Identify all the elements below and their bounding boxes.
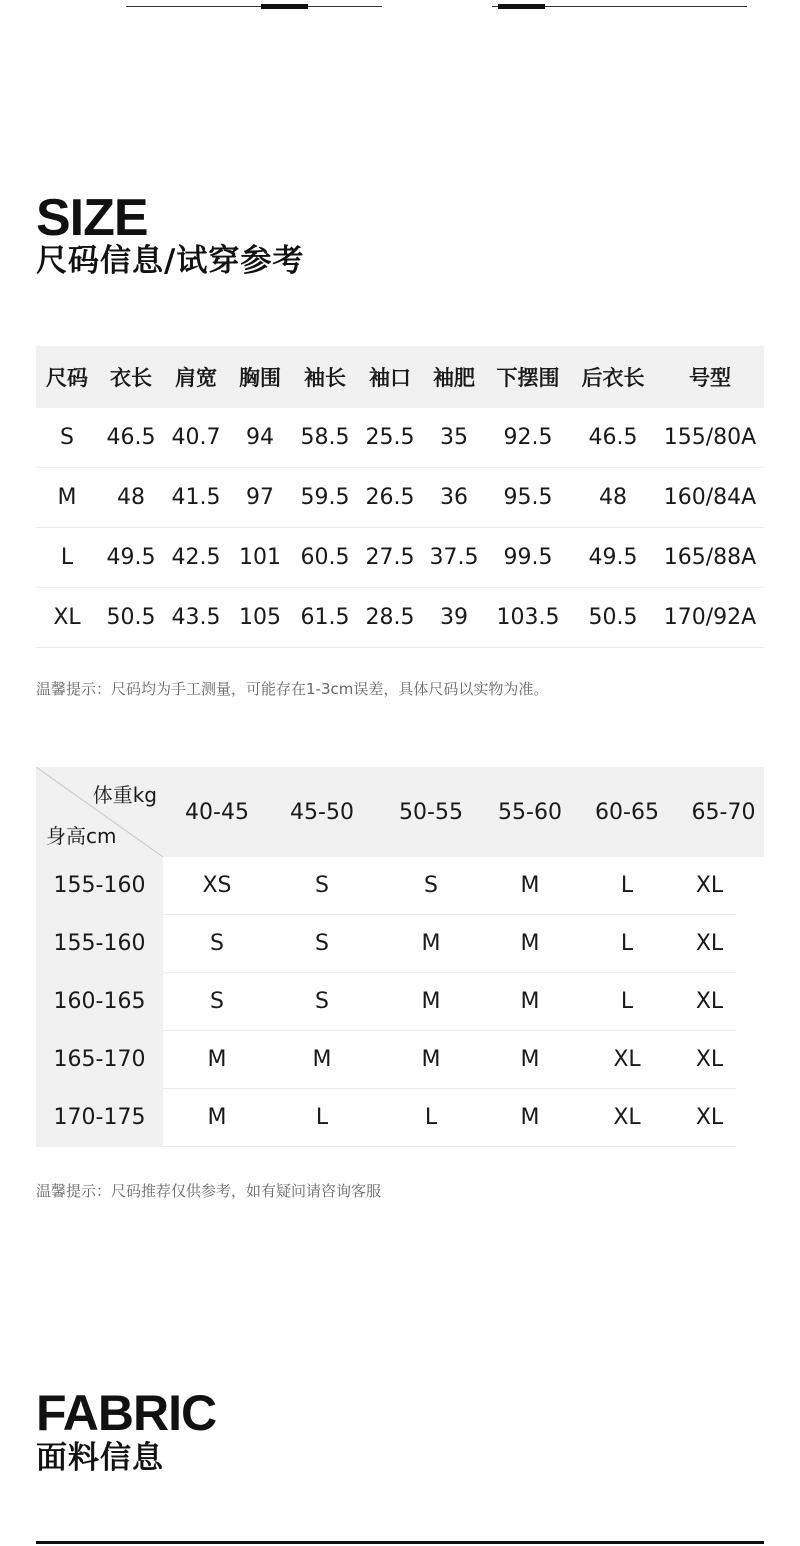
table-row: [36, 1031, 764, 1089]
size-cell: M: [373, 973, 489, 1031]
header-cell: 肩宽: [164, 346, 228, 408]
size-cell: L: [571, 973, 683, 1031]
size-cell: XS: [163, 857, 271, 915]
weight-range-header: 50-55: [373, 767, 489, 857]
table-cell: 41.5: [164, 468, 228, 528]
top-indicator-right: [498, 4, 545, 9]
size-subtitle: 尺码信息/试穿参考: [36, 243, 305, 279]
size-cell: XL: [571, 1031, 683, 1089]
table-row: [36, 915, 764, 973]
table-cell: 59.5: [292, 468, 358, 528]
header-cell: 后衣长: [570, 346, 656, 408]
table-row: [36, 1089, 764, 1147]
size-cell: M: [163, 1089, 271, 1147]
table-cell: 170/92A: [656, 588, 764, 648]
table-row: [36, 588, 764, 648]
size-title: SIZE: [36, 189, 148, 247]
recommendation-note: 温馨提示：尺码推荐仅供参考，如有疑问请咨询客服: [36, 1182, 382, 1200]
table-cell: 43.5: [164, 588, 228, 648]
size-cell: L: [271, 1089, 373, 1147]
table-cell: 49.5: [98, 528, 164, 588]
size-cell: M: [373, 1031, 489, 1089]
table-cell: 40.7: [164, 408, 228, 468]
row-spacer: [736, 857, 764, 915]
table-cell: 165/88A: [656, 528, 764, 588]
size-cell: M: [489, 915, 571, 973]
size-table-header: [36, 346, 764, 408]
row-spacer: [736, 1031, 764, 1089]
size-cell: L: [571, 857, 683, 915]
fabric-title: FABRIC: [36, 1385, 217, 1441]
size-cell: M: [489, 1031, 571, 1089]
top-indicator-left: [261, 4, 308, 9]
table-cell: 103.5: [486, 588, 570, 648]
row-spacer: [736, 1089, 764, 1147]
table-cell: 26.5: [358, 468, 422, 528]
size-cell: XL: [683, 973, 736, 1031]
size-cell: M: [271, 1031, 373, 1089]
table-row: [36, 973, 764, 1031]
rec-table-header: [36, 767, 764, 857]
table-row: [36, 857, 764, 915]
table-cell: 60.5: [292, 528, 358, 588]
height-range-cell: 170-175: [36, 1089, 163, 1147]
table-cell: 28.5: [358, 588, 422, 648]
weight-axis-label: 体重kg: [92, 783, 157, 807]
table-row: [36, 468, 764, 528]
table-row: [36, 528, 764, 588]
table-cell: 48: [98, 468, 164, 528]
height-range-cell: 165-170: [36, 1031, 163, 1089]
table-cell: S: [36, 408, 98, 468]
table-cell: 36: [422, 468, 486, 528]
table-cell: 35: [422, 408, 486, 468]
size-cell: XL: [683, 857, 736, 915]
table-cell: 50.5: [98, 588, 164, 648]
header-cell: 下摆围: [486, 346, 570, 408]
table-cell: 37.5: [422, 528, 486, 588]
size-cell: S: [163, 973, 271, 1031]
weight-range-header: 40-45: [163, 767, 271, 857]
weight-range-header: 45-50: [271, 767, 373, 857]
table-cell: 61.5: [292, 588, 358, 648]
table-cell: 46.5: [98, 408, 164, 468]
size-cell: M: [489, 973, 571, 1031]
table-cell: 92.5: [486, 408, 570, 468]
size-cell: S: [271, 915, 373, 973]
size-cell: M: [489, 857, 571, 915]
table-cell: 50.5: [570, 588, 656, 648]
size-cell: M: [163, 1031, 271, 1089]
weight-range-header: 55-60: [489, 767, 571, 857]
size-cell: L: [571, 915, 683, 973]
table-cell: 48: [570, 468, 656, 528]
table-cell: 105: [228, 588, 292, 648]
header-cell: 号型: [656, 346, 764, 408]
weight-range-header: 65-70: [683, 767, 764, 857]
table-cell: XL: [36, 588, 98, 648]
table-cell: 42.5: [164, 528, 228, 588]
table-cell: 101: [228, 528, 292, 588]
table-cell: M: [36, 468, 98, 528]
size-cell: S: [271, 973, 373, 1031]
header-cell: 袖长: [292, 346, 358, 408]
table-cell: 95.5: [486, 468, 570, 528]
size-cell: XL: [683, 1089, 736, 1147]
table-cell: 155/80A: [656, 408, 764, 468]
height-axis-label: 身高cm: [46, 824, 117, 848]
table-cell: 160/84A: [656, 468, 764, 528]
header-cell: 胸围: [228, 346, 292, 408]
header-cell: 袖口: [358, 346, 422, 408]
table-cell: 27.5: [358, 528, 422, 588]
table-cell: 46.5: [570, 408, 656, 468]
table-cell: L: [36, 528, 98, 588]
size-table-note: 温馨提示：尺码均为手工测量，可能存在1-3cm误差，具体尺码以实物为准。: [36, 680, 549, 698]
table-cell: 49.5: [570, 528, 656, 588]
bottom-divider: [36, 1541, 764, 1544]
top-divider-left: [126, 6, 382, 7]
table-cell: 25.5: [358, 408, 422, 468]
size-cell: XL: [683, 1031, 736, 1089]
size-table: [36, 346, 764, 648]
header-cell: 袖肥: [422, 346, 486, 408]
size-cell: XL: [571, 1089, 683, 1147]
table-row: [36, 408, 764, 468]
size-recommendation-table: [36, 767, 764, 1147]
table-cell: 94: [228, 408, 292, 468]
row-spacer: [736, 973, 764, 1031]
table-cell: 39: [422, 588, 486, 648]
size-cell: S: [163, 915, 271, 973]
table-cell: 99.5: [486, 528, 570, 588]
size-cell: XL: [683, 915, 736, 973]
table-cell: 58.5: [292, 408, 358, 468]
size-cell: S: [271, 857, 373, 915]
size-cell: M: [489, 1089, 571, 1147]
size-cell: M: [373, 915, 489, 973]
weight-range-header: 60-65: [571, 767, 683, 857]
header-cell: 尺码: [36, 346, 98, 408]
header-cell: 衣长: [98, 346, 164, 408]
row-spacer: [736, 915, 764, 973]
height-range-cell: 155-160: [36, 857, 163, 915]
height-range-cell: 160-165: [36, 973, 163, 1031]
height-range-cell: 155-160: [36, 915, 163, 973]
table-cell: 97: [228, 468, 292, 528]
size-cell: L: [373, 1089, 489, 1147]
fabric-subtitle: 面料信息: [36, 1440, 164, 1476]
corner-header: [36, 767, 163, 857]
size-cell: S: [373, 857, 489, 915]
